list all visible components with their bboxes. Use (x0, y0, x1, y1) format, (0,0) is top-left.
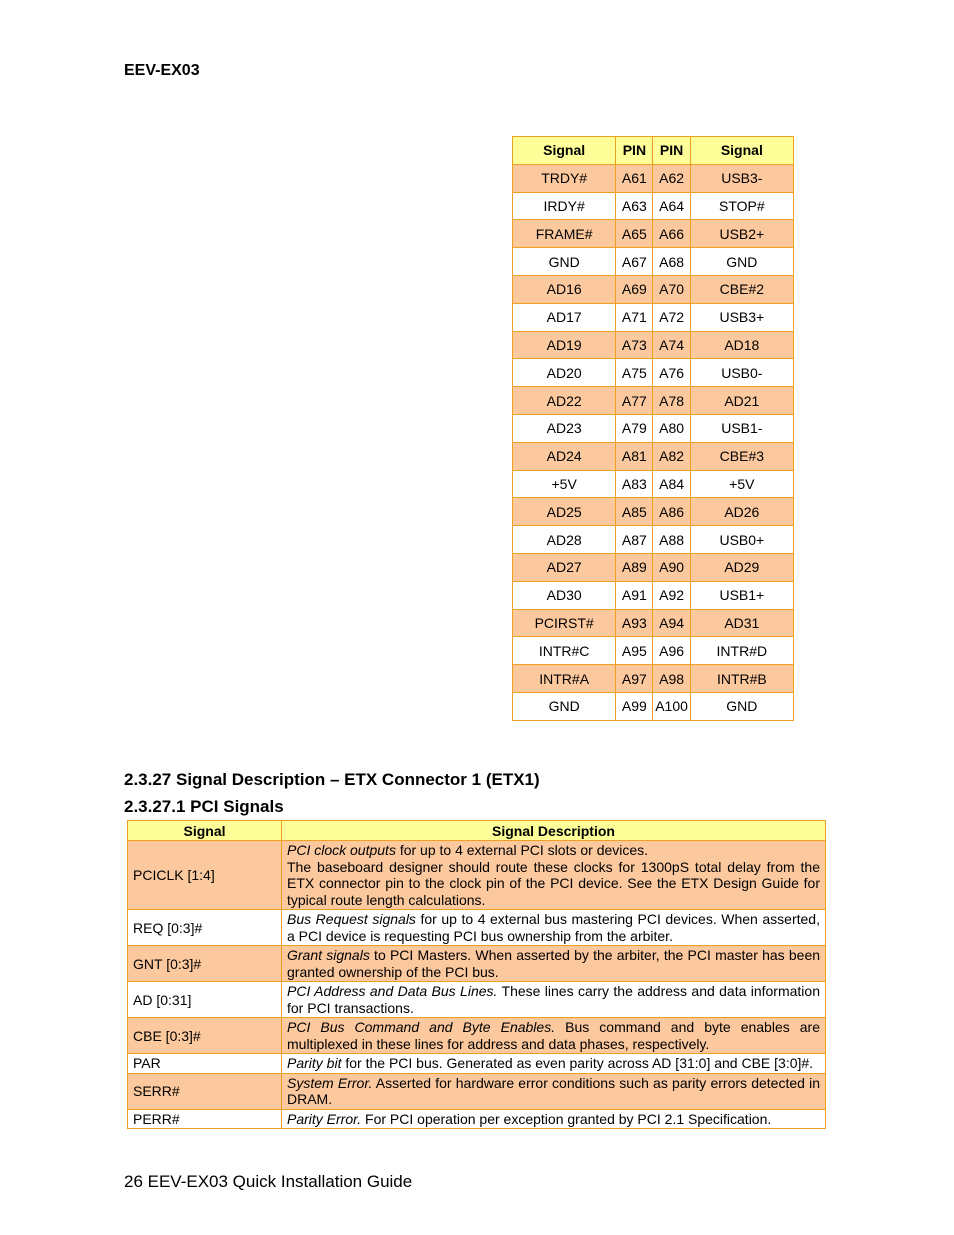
table-row (513, 331, 794, 359)
signal-name-cell: REQ [0:3]# (128, 910, 282, 946)
table-cell: USB3+ (690, 303, 793, 331)
desc-table-body (128, 841, 826, 1129)
table-row (513, 692, 794, 720)
table-cell: A86 (653, 498, 690, 526)
description-text: for up to 4 external PCI slots or devices. (395, 842, 649, 858)
signal-description-cell (282, 1109, 826, 1129)
table-cell: A62 (653, 164, 690, 192)
table-cell: A66 (653, 220, 690, 248)
signal-description-cell (282, 982, 826, 1018)
signal-name-cell: AD [0:31] (128, 982, 282, 1018)
table-row (128, 1109, 826, 1129)
table-cell: A69 (616, 275, 653, 303)
description-text: for up to 4 external bus mastering PCI devices. When asserted, a PCI device is requesting PCI bus ownership from the arbiter. (287, 911, 820, 944)
table-cell: A80 (653, 414, 690, 442)
table-cell: A87 (616, 526, 653, 554)
signal-name-cell: PERR# (128, 1109, 282, 1129)
table-cell: USB3- (690, 164, 793, 192)
table-row (513, 526, 794, 554)
table-cell: TRDY# (513, 164, 616, 192)
table-cell: A72 (653, 303, 690, 331)
table-cell: AD24 (513, 442, 616, 470)
signal-description-cell (282, 1018, 826, 1054)
table-row (513, 442, 794, 470)
table-row (513, 359, 794, 387)
table-row (513, 470, 794, 498)
table-cell: A97 (616, 665, 653, 693)
table-cell: A93 (616, 609, 653, 637)
description-lead-text: System Error. (287, 1074, 373, 1091)
table-cell: +5V (690, 470, 793, 498)
table-row (513, 387, 794, 415)
description-text: These lines carry the address and data information for PCI transactions. (287, 983, 820, 1016)
signal-description-cell (282, 1073, 826, 1109)
table-cell: AD18 (690, 331, 793, 359)
description-extra-text: The baseboard designer should route these clocks for 1300pS total delay from the ETX connector pin to the clock pin of the PCI device. See the ETX Design Guide for typical route length calculations. (287, 858, 820, 908)
signal-description-cell (282, 841, 826, 910)
table-cell: +5V (513, 470, 616, 498)
table-cell: A92 (653, 581, 690, 609)
table-row (128, 1054, 826, 1074)
signal-name-cell: PCICLK [1:4] (128, 841, 282, 910)
table-cell: AD27 (513, 553, 616, 581)
table-cell: A74 (653, 331, 690, 359)
table-cell: PCIRST# (513, 609, 616, 637)
pin-assignment-table (512, 136, 794, 721)
table-row (128, 910, 826, 946)
table-row (128, 841, 826, 910)
table-cell: A73 (616, 331, 653, 359)
table-cell: GND (513, 692, 616, 720)
pin-table-header-cell: PIN (653, 137, 690, 165)
table-cell: AD25 (513, 498, 616, 526)
table-cell: A99 (616, 692, 653, 720)
table-cell: CBE#2 (690, 275, 793, 303)
table-cell: A81 (616, 442, 653, 470)
table-cell: GND (690, 692, 793, 720)
table-cell: A84 (653, 470, 690, 498)
table-cell: A85 (616, 498, 653, 526)
section-heading: 2.3.27 Signal Description – ETX Connector 1 (ETX1) (124, 770, 540, 789)
table-row (513, 665, 794, 693)
table-cell: A61 (616, 164, 653, 192)
table-cell: AD17 (513, 303, 616, 331)
table-cell: A77 (616, 387, 653, 415)
description-text: to PCI Masters. When asserted by the arbiter, the PCI master has been granted ownership of the PCI bus. (287, 947, 821, 980)
table-cell: USB0- (690, 359, 793, 387)
table-cell: A83 (616, 470, 653, 498)
signal-name-cell: CBE [0:3]# (128, 1018, 282, 1054)
desc-table-header-row (128, 821, 826, 841)
table-row (513, 248, 794, 276)
table-cell: AD16 (513, 275, 616, 303)
table-cell: USB1- (690, 414, 793, 442)
desc-table-header-cell: Signal (128, 821, 282, 841)
section-subheading: 2.3.27.1 PCI Signals (124, 797, 284, 816)
table-cell: A68 (653, 248, 690, 276)
table-cell: A88 (653, 526, 690, 554)
table-cell: IRDY# (513, 192, 616, 220)
table-row (513, 498, 794, 526)
table-row (128, 1018, 826, 1054)
table-cell: AD29 (690, 553, 793, 581)
table-cell: A79 (616, 414, 653, 442)
pin-table-header-cell: PIN (616, 137, 653, 165)
signal-name-cell: PAR (128, 1054, 282, 1074)
pin-table-header-row (513, 137, 794, 165)
description-lead-text: Bus Request signals (287, 911, 416, 927)
table-cell: GND (690, 248, 793, 276)
table-row (513, 637, 794, 665)
table-cell: INTR#A (513, 665, 616, 693)
table-cell: A91 (616, 581, 653, 609)
signal-name-cell: GNT [0:3]# (128, 946, 282, 982)
description-lead-text: PCI Address and Data Bus Lines. (287, 983, 498, 999)
signal-name-cell: SERR# (128, 1073, 282, 1109)
table-cell: AD26 (690, 498, 793, 526)
table-cell: INTR#D (690, 637, 793, 665)
table-cell: INTR#C (513, 637, 616, 665)
table-cell: A90 (653, 553, 690, 581)
table-cell: FRAME# (513, 220, 616, 248)
table-cell: USB1+ (690, 581, 793, 609)
table-cell: A71 (616, 303, 653, 331)
table-cell: AD22 (513, 387, 616, 415)
page-header-title: EEV-EX03 (124, 62, 200, 79)
description-text: Asserted for hardware error conditions such as parity errors detected in DRAM. (287, 1074, 821, 1107)
table-cell: A89 (616, 553, 653, 581)
table-cell: A94 (653, 609, 690, 637)
table-row (128, 946, 826, 982)
table-cell: A64 (653, 192, 690, 220)
signal-description-cell (282, 1054, 826, 1074)
table-cell: AD19 (513, 331, 616, 359)
table-cell: A67 (616, 248, 653, 276)
pin-table-body (513, 164, 794, 720)
table-cell: AD30 (513, 581, 616, 609)
table-cell: A82 (653, 442, 690, 470)
description-lead-text: Parity Error. (287, 1110, 362, 1127)
table-row (128, 1073, 826, 1109)
table-cell: AD28 (513, 526, 616, 554)
table-row (513, 303, 794, 331)
table-cell: A96 (653, 637, 690, 665)
description-lead-text: PCI clock outputs (287, 842, 396, 858)
table-cell: A63 (616, 192, 653, 220)
table-cell: AD23 (513, 414, 616, 442)
signal-description-cell (282, 910, 826, 946)
table-cell: A98 (653, 665, 690, 693)
table-row (513, 164, 794, 192)
table-cell: A76 (653, 359, 690, 387)
description-lead-text: PCI Bus Command and Byte Enables. (287, 1019, 556, 1035)
pin-table-header-cell: Signal (513, 137, 616, 165)
table-cell: STOP# (690, 192, 793, 220)
description-lead-text: Grant signals (287, 947, 370, 963)
description-lead-text: Parity bit (287, 1055, 342, 1071)
table-row (513, 609, 794, 637)
table-cell: AD21 (690, 387, 793, 415)
table-cell: A75 (616, 359, 653, 387)
description-text: for the PCI bus. Generated as even parity across AD [31:0] and CBE [3:0]#. (341, 1055, 814, 1071)
table-row (513, 192, 794, 220)
table-cell: CBE#3 (690, 442, 793, 470)
description-text: Bus command and byte enables are multiplexed in these lines for address and data phases, respectively. (287, 1019, 821, 1052)
table-cell: A65 (616, 220, 653, 248)
signal-description-cell (282, 946, 826, 982)
description-text: For PCI operation per exception granted by PCI 2.1 Specification. (361, 1110, 772, 1127)
table-row (513, 553, 794, 581)
page-footer: 26 EEV-EX03 Quick Installation Guide (124, 1172, 413, 1191)
table-cell: USB2+ (690, 220, 793, 248)
table-cell: A95 (616, 637, 653, 665)
table-cell: AD31 (690, 609, 793, 637)
table-cell: USB0+ (690, 526, 793, 554)
table-cell: A100 (653, 692, 690, 720)
table-cell: A70 (653, 275, 690, 303)
table-cell: AD20 (513, 359, 616, 387)
table-row (513, 275, 794, 303)
table-row (128, 982, 826, 1018)
table-cell: GND (513, 248, 616, 276)
desc-table-header-cell: Signal Description (282, 821, 826, 841)
table-cell: A78 (653, 387, 690, 415)
signal-description-table (127, 820, 826, 1129)
table-cell: INTR#B (690, 665, 793, 693)
pin-table-header-cell: Signal (690, 137, 793, 165)
table-row (513, 220, 794, 248)
table-row (513, 581, 794, 609)
table-row (513, 414, 794, 442)
